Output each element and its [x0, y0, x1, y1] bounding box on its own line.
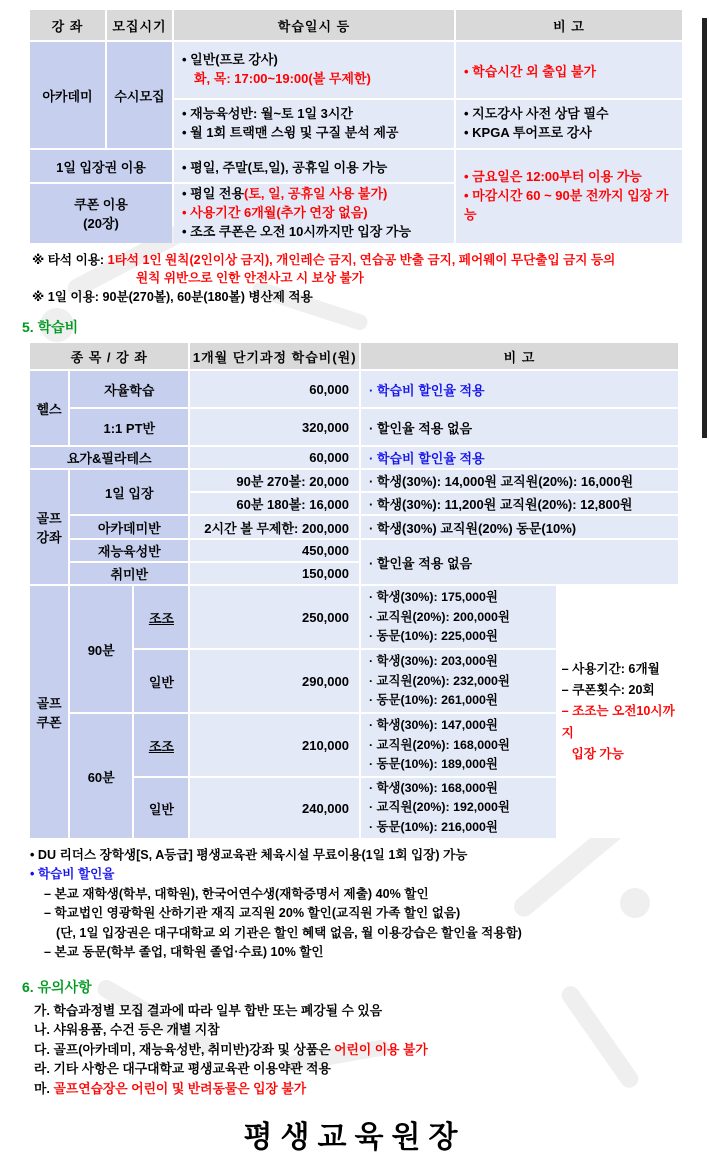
cell-academy-note-2 — [456, 100, 682, 148]
cell-golfcoupon-label — [30, 586, 68, 838]
fee-table — [28, 341, 680, 840]
discount-line: · 동문(10%): 216,000원 — [368, 819, 498, 834]
section5-title: 5. 학습비 — [22, 319, 79, 336]
text-red: 어린이 이용 불가 — [334, 1041, 428, 1057]
discount-line: · 동문(10%): 225,000원 — [368, 628, 498, 643]
cell-day90-price: 90분 270볼: 20,000 — [190, 470, 359, 491]
note-line-red: • 금요일은 12:00부터 이용 가능 — [464, 169, 642, 184]
cell-coupon-row-type: 일반 — [134, 650, 188, 712]
cell-academy-note-1: • 학습시간 외 출입 불가 — [456, 42, 682, 98]
cell-90min-label: 90분 — [70, 586, 132, 712]
discount-line: · 동문(10%): 261,000원 — [368, 692, 498, 707]
cell-day60-note: · 학생(30%): 11,200원 교직원(20%): 12,800원 — [361, 493, 678, 514]
note-red-text: 1타석 1인 원칙(2인이상 금지), 개인레슨 금지, 연습공 반출 금지, 페어웨이 무단출입 금지 등의 — [107, 252, 616, 267]
text-red: 골프연습장은 어린이 및 반려동물은 입장 불가 — [53, 1080, 307, 1096]
cell-health-r1-name: 자율학습 — [70, 371, 188, 407]
schedule-line-red: • 사용기간 6개월(추가 연장 없음) — [182, 204, 368, 220]
bullet-discount-title: • 학습비 할인율 — [30, 867, 115, 882]
bullet-du-leaders: • DU 리더스 장학생[S, A등급] 평생교육관 체육시설 무료이용(1일 1회 입장) 가능 — [30, 847, 468, 862]
cell-golfacademy-note: · 학생(30%) 교직원(20%) 동문(10%) — [361, 516, 678, 538]
fee-header-price: 1개월 단기과정 학습비(원) — [190, 343, 359, 369]
discount-line: · 교직원(20%): 192,000원 — [368, 800, 510, 815]
cell-hobby-name: 취미반 — [70, 563, 188, 584]
cell-no-discount-note: · 할인율 적용 없음 — [361, 540, 678, 584]
col-header-course: 강 좌 — [30, 10, 105, 40]
cell-day90-note: · 학생(30%): 14,000원 교직원(20%): 16,000원 — [361, 470, 678, 491]
cell-coupon-row-type: 조조 — [134, 714, 188, 776]
col-header-schedule: 학습일시 등 — [174, 10, 454, 40]
label-line: 골프 — [36, 511, 62, 527]
cell-yoga-name: 요가&필라테스 — [30, 447, 188, 468]
discount-line: · 학생(30%): 147,000원 — [368, 718, 498, 733]
schedule-line: • 조조 쿠폰은 오전 10시까지만 입장 가능 — [182, 223, 412, 239]
note-day-use — [32, 288, 709, 307]
note-label: ※ 타석 이용: — [32, 252, 105, 267]
schedule-line: • 일반(프로 강사) — [182, 52, 278, 68]
cell-coupon-row-type: 일반 — [134, 778, 188, 838]
notice-item — [34, 1079, 709, 1098]
cell-yoga-note: · 학습비 할인율 적용 — [361, 447, 678, 468]
cell-60min-label: 60분 — [70, 714, 132, 838]
table1-notes — [32, 251, 709, 308]
discount-line: · 학생(30%): 168,000원 — [368, 781, 498, 796]
coupon-label-line: (20장) — [83, 216, 119, 232]
cell-golfacademy-price: 2시간 볼 무제한: 200,000 — [190, 516, 359, 538]
discount-line: · 교직원(20%): 168,000원 — [368, 737, 510, 752]
fee-header-course: 종 목 / 강 좌 — [30, 343, 188, 369]
note-text: 90분(270볼), 60분(180볼) 병산제 적용 — [102, 290, 313, 305]
cell-coupon-schedule — [174, 184, 454, 243]
section6-title: 6. 유의사항 — [22, 978, 92, 995]
note-red-text-cont: 원칙 위반으로 인한 안전사고 시 보상 불가 — [136, 271, 364, 286]
discount-item: – 학교법인 영광학원 산하기관 재직 교직원 20% 할인(교직원 가족 할인 없음) — [44, 906, 461, 921]
label-line: 쿠폰 — [36, 715, 62, 731]
cell-golfcourse-label — [30, 470, 68, 584]
cell-academy-schedule-1 — [174, 42, 454, 98]
cell-health-r1-note: · 학습비 할인율 적용 — [361, 371, 678, 407]
schedule-line-red: 화, 목: 17:00~19:00(볼 무제한) — [194, 71, 371, 86]
document-page — [0, 8, 709, 1155]
cell-academy-period: 수시모집 — [107, 42, 172, 148]
cell-hobby-price: 150,000 — [190, 563, 359, 584]
note-label: ※ 1일 이용: — [32, 290, 99, 305]
cell-health-label: 헬스 — [30, 371, 68, 445]
col-header-note: 비 고 — [456, 10, 682, 40]
schedule-table — [28, 8, 684, 245]
label-line: 골프 — [36, 696, 62, 712]
cell-coupon-row-price: 290,000 — [190, 650, 359, 712]
discount-item: – 본교 재학생(학부, 대학원), 한국어연수생(재학증명서 제출) 40% 할인 — [44, 886, 429, 901]
side-note-line-red: – 조조는 오전10시까지 — [561, 704, 675, 740]
cell-coupon-row-discounts — [361, 714, 556, 776]
fee-header-note: 비 고 — [361, 343, 678, 369]
cell-talent-name: 재능육성반 — [70, 540, 188, 561]
cell-coupon-row-discounts — [361, 650, 556, 712]
side-note-line: – 사용기간: 6개월 — [561, 661, 660, 676]
schedule-line — [182, 185, 453, 204]
notice-item: 라. 기타 사항은 대구대학교 평생교육관 이용약관 적용 — [34, 1061, 331, 1077]
notice-item — [34, 1040, 709, 1059]
label-line: 강좌 — [36, 530, 62, 546]
cell-health-r2-note: · 할인율 적용 없음 — [361, 409, 678, 445]
fee-bullet-notes — [30, 846, 709, 963]
notice-item: 나. 샤워용품, 수건 등은 개별 지참 — [34, 1022, 220, 1038]
col-header-period: 모집시기 — [107, 10, 172, 40]
discount-item-sub: (단, 1일 입장권은 대구대학교 외 기관은 할인 혜택 없음, 월 이용강습은 할인율 적용함) — [56, 925, 522, 940]
discount-line: · 동문(10%): 189,000원 — [368, 756, 498, 771]
cell-coupon-label — [30, 184, 172, 243]
section6-items — [34, 1001, 709, 1098]
text-red: (토, 일, 공휴일 사용 불가) — [244, 186, 388, 201]
coupon-label-line: 쿠폰 이용 — [74, 197, 128, 213]
text-black: 다. 골프(아카데미, 재능육성반, 취미반)강좌 및 상품은 — [34, 1041, 335, 1057]
cell-yoga-price: 60,000 — [190, 447, 359, 468]
cell-coupon-row-discounts — [361, 778, 556, 838]
schedule-line: • 재능육성반: 월~토 1일 3시간 — [182, 106, 353, 122]
discount-line: · 학생(30%): 203,000원 — [368, 654, 498, 669]
note-line-red: • 마감시간 60 ~ 90분 전까지 입장 가능 — [464, 187, 669, 222]
cell-academy-label: 아카데미 — [30, 42, 105, 148]
note-slot-use — [32, 251, 709, 270]
cell-daypass-label: 1일 입장권 이용 — [30, 150, 172, 182]
note-line: • 지도강사 사전 상담 필수 — [464, 106, 609, 122]
cell-merged-note — [456, 150, 682, 243]
discount-line: · 교직원(20%): 200,000원 — [368, 609, 510, 624]
cell-dayentry-name: 1일 입장 — [70, 470, 188, 514]
side-note-line: – 쿠폰횟수: 20회 — [561, 682, 655, 697]
note-line: • KPGA 투어프로 강사 — [464, 125, 592, 140]
text-black: 마. — [34, 1080, 54, 1096]
text-black: • 평일 전용 — [182, 186, 245, 201]
cell-daypass-schedule: • 평일, 주말(토,일), 공휴일 이용 가능 — [174, 150, 454, 182]
discount-line: · 학생(30%): 175,000원 — [368, 590, 498, 605]
cell-talent-price: 450,000 — [190, 540, 359, 561]
cell-health-r2-price: 320,000 — [190, 409, 359, 445]
signature-title: 평생교육원장 — [243, 1121, 466, 1155]
cell-coupon-row-price: 250,000 — [190, 586, 359, 648]
side-note-line-red: 입장 가능 — [571, 747, 624, 762]
discount-line: · 교직원(20%): 232,000원 — [368, 673, 510, 688]
cell-coupon-row-discounts — [361, 586, 556, 648]
cell-health-r1-price: 60,000 — [190, 371, 359, 407]
cell-coupon-side-note — [558, 586, 678, 838]
cell-coupon-row-price: 210,000 — [190, 714, 359, 776]
cell-day60-price: 60분 180볼: 16,000 — [190, 493, 359, 514]
discount-item: – 본교 동문(학부 졸업, 대학원 졸업·수료) 10% 할인 — [44, 945, 324, 960]
cell-coupon-row-type: 조조 — [134, 586, 188, 648]
notice-item: 가. 학습과정별 모집 결과에 따라 일부 합반 또는 폐강될 수 있음 — [34, 1002, 383, 1018]
cell-academy-schedule-2 — [174, 100, 454, 148]
cell-golfacademy-name: 아카데미반 — [70, 516, 188, 538]
cell-health-r2-name: 1:1 PT반 — [70, 409, 188, 445]
schedule-line: • 월 1회 트랙맨 스윙 및 구질 분석 제공 — [182, 125, 399, 140]
cell-coupon-row-price: 240,000 — [190, 778, 359, 838]
